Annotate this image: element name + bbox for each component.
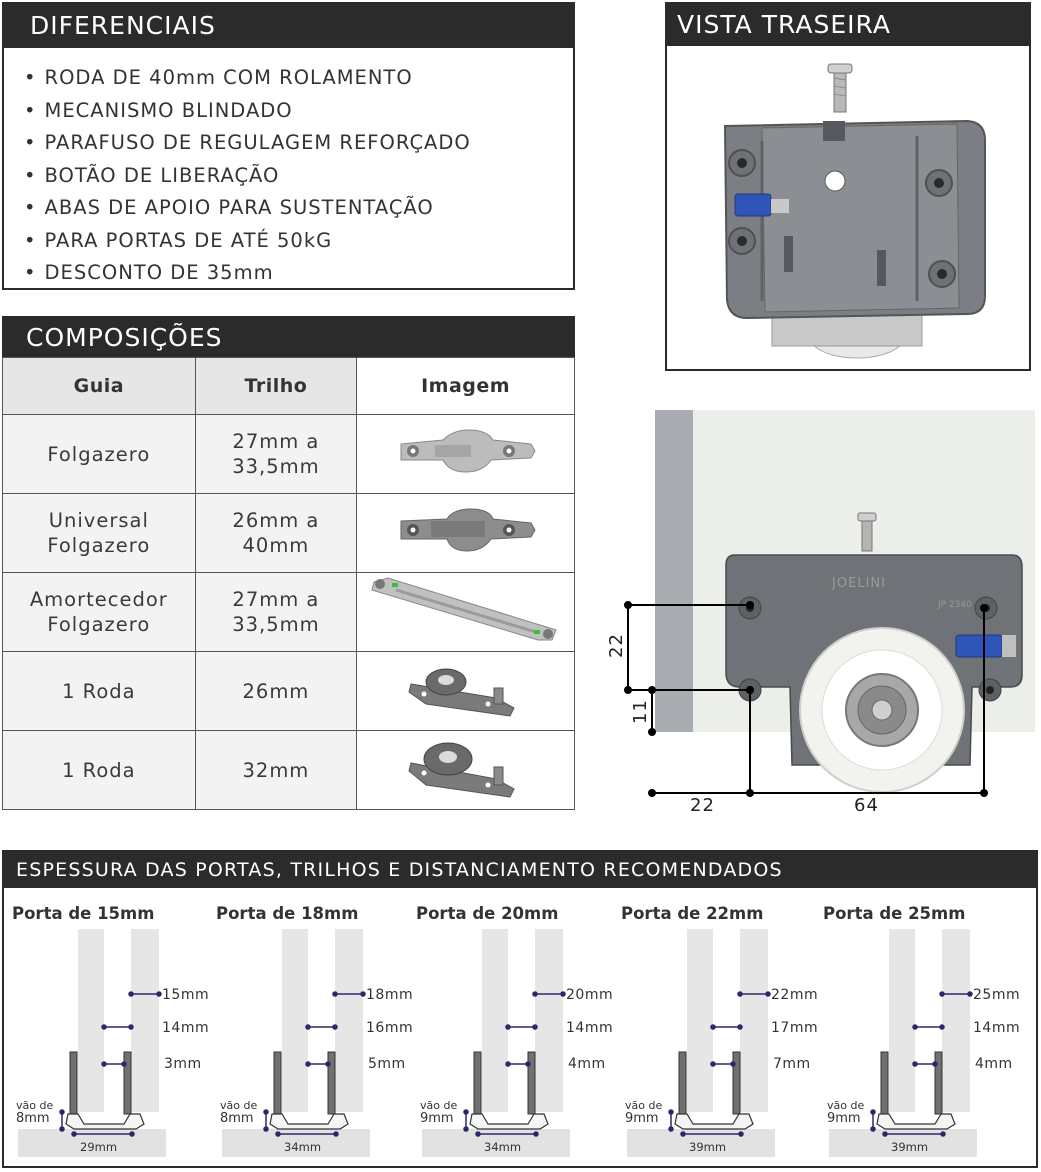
door-rail-diagram [12,924,172,1164]
door-rail-diagram [216,924,376,1164]
amortecedor-guide-image [366,574,566,644]
cell-guia: 1 Roda [3,731,196,810]
vao-value: 8mm [220,1111,254,1126]
diferenciais-panel [2,2,575,290]
composicoes-title: COMPOSIÇÕES [2,316,575,358]
vao-label: vão de [827,1099,865,1112]
cell-guia: Folgazero [3,415,196,494]
cell-guia [3,573,196,652]
cell-trilho-text: 26mm a 40mm [232,509,320,557]
single-wheel-32mm-image [406,735,526,799]
cell-imagem [357,573,575,652]
vao-label: vão de [625,1099,663,1112]
door-gap-label: 7mm [773,1056,811,1072]
list-item: • PARA PORTAS DE ATÉ 50kG [24,225,471,258]
vao-value: 9mm [420,1111,454,1126]
cell-imagem [357,494,575,573]
table-row [3,415,575,494]
table-header-row [3,358,575,415]
list-item: • ABAS DE APOIO PARA SUSTENTAÇÃO [24,192,471,225]
cell-trilho-text: 27mm a 33,5mm [232,430,320,478]
vao-value: 8mm [16,1111,50,1126]
dimension-label-v1: 22 [605,633,627,658]
door-title: Porta de 25mm [823,904,966,923]
logo-text: JOELINI [832,576,886,591]
cell-guia: 1 Roda [3,652,196,731]
dimension-drawing [600,405,1040,829]
list-item: • DESCONTO DE 35mm [24,257,471,290]
header-guia: Guia [3,358,196,415]
table-row [3,731,575,810]
vista-traseira-title: VISTA TRASEIRA [665,2,1031,46]
door-spacing-label: 16mm [366,1020,414,1036]
cell-trilho-text: 27mm a 33,5mm [232,588,320,636]
door-gap-label: 5mm [368,1056,406,1072]
door-thickness-label: 25mm [973,987,1021,1003]
single-wheel-26mm-image [406,658,526,718]
rail-width-label: 34mm [284,1140,322,1154]
door-spacing-label: 14mm [566,1020,614,1036]
door-title: Porta de 20mm [416,904,559,923]
rail-width-label: 39mm [689,1140,727,1154]
cell-guia-text: Universal Folgazero [47,509,151,557]
list-item: • BOTÃO DE LIBERAÇÃO [24,160,471,193]
dimension-label-h2: 64 [854,795,879,816]
door-diagram [216,894,416,1166]
door-thickness-label: 20mm [566,987,614,1003]
cell-trilho [195,494,356,573]
rail-width-label: 29mm [80,1140,118,1154]
door-rail-diagram [416,924,576,1164]
door-rail-diagram [823,924,983,1164]
table-row [3,573,575,652]
door-title: Porta de 18mm [216,904,359,923]
vao-value: 9mm [827,1111,861,1126]
cell-guia [3,494,196,573]
door-spacing-label: 17mm [771,1020,819,1036]
vao-value: 9mm [625,1111,659,1126]
folgazero-guide-image [391,426,541,476]
composicoes-table [2,357,575,810]
table-row [3,494,575,573]
door-spacing-label: 14mm [162,1020,210,1036]
door-title: Porta de 15mm [12,904,155,923]
door-gap-label: 4mm [975,1056,1013,1072]
list-item: • RODA DE 40mm COM ROLAMENTO [24,62,471,95]
door-diagram [621,894,821,1166]
cell-imagem [357,731,575,810]
vao-label: vão de [420,1099,458,1112]
list-item: • PARAFUSO DE REGULAGEM REFORÇADO [24,127,471,160]
door-diagram [12,894,212,1166]
door-diagram [823,894,1023,1166]
cell-trilho [195,415,356,494]
espessura-title: ESPESSURA DAS PORTAS, TRILHOS E DISTANCIAMENTO RECOMENDADOS [2,850,1038,888]
cell-trilho: 26mm [195,652,356,731]
cell-trilho [195,573,356,652]
door-thickness-label: 18mm [366,987,414,1003]
universal-folgazero-guide-image [391,505,541,555]
dimension-label-h1: 22 [690,795,715,816]
rail-width-label: 34mm [484,1140,522,1154]
door-title: Porta de 22mm [621,904,764,923]
table-row [3,652,575,731]
door-spacing-label: 14mm [973,1020,1021,1036]
header-imagem: Imagem [357,358,575,415]
roller-back-view-image [667,46,1029,369]
dimension-label-v2: 11 [629,699,651,724]
diferenciais-title: DIFERENCIAIS [2,2,575,48]
door-diagram [416,894,616,1166]
header-trilho: Trilho [195,358,356,415]
door-thickness-label: 15mm [162,987,210,1003]
cell-imagem [357,415,575,494]
roller-front-view-image [600,405,1040,825]
door-thickness-label: 22mm [771,987,819,1003]
vao-label: vão de [16,1099,54,1112]
list-item: • MECANISMO BLINDADO [24,95,471,128]
door-rail-diagram [621,924,781,1164]
vao-label: vão de [220,1099,258,1112]
model-text: JP 2340 [938,600,972,610]
rail-width-label: 39mm [891,1140,929,1154]
vista-traseira-panel [665,2,1031,371]
cell-trilho: 32mm [195,731,356,810]
door-gap-label: 4mm [568,1056,606,1072]
diferenciais-list [24,62,471,290]
door-gap-label: 3mm [164,1056,202,1072]
cell-imagem [357,652,575,731]
cell-guia-text: Amortecedor Folgazero [29,588,168,636]
